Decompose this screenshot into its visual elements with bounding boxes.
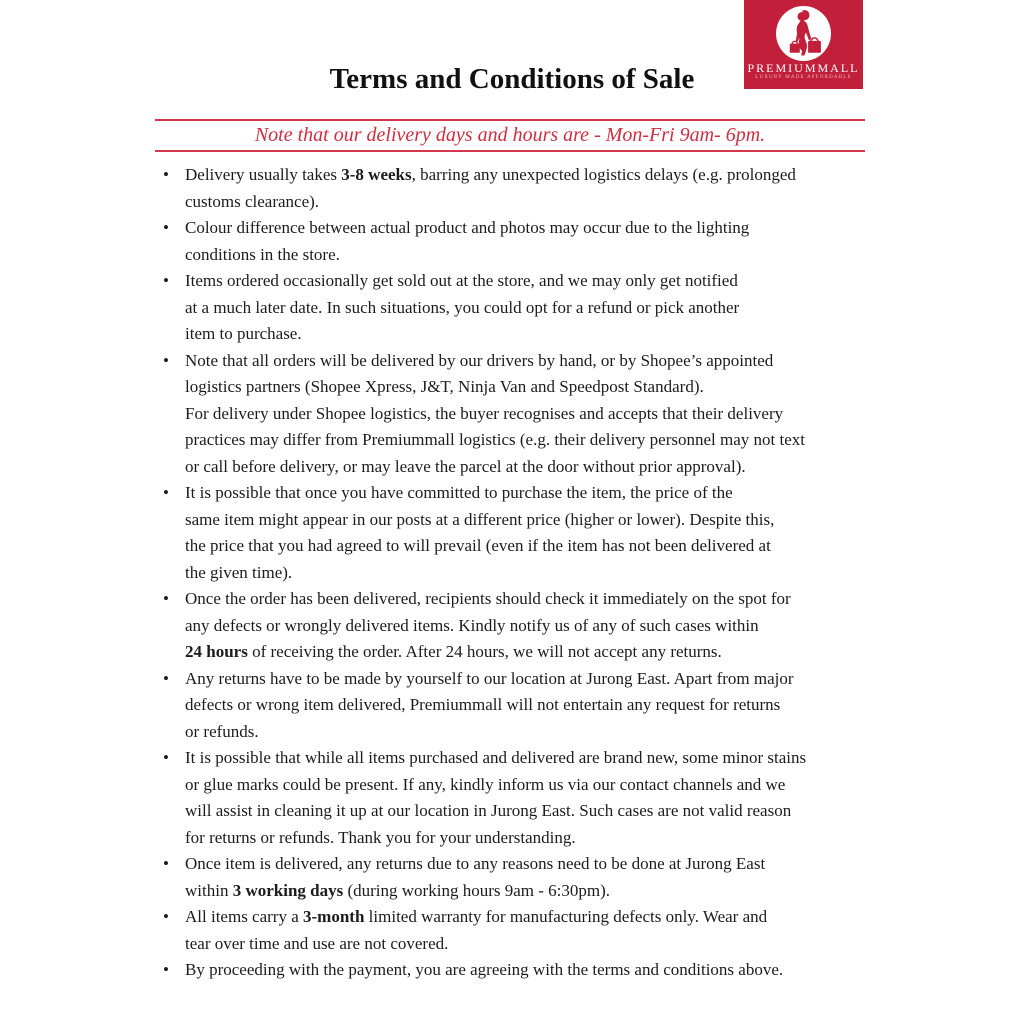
term-item bbox=[163, 904, 875, 957]
term-item bbox=[163, 162, 875, 215]
term-line: Items ordered occasionally get sold out at the store, and we may only get notified bbox=[185, 271, 738, 290]
bullet-icon: • bbox=[163, 907, 169, 926]
term-line: practices may differ from Premiummall logistics (e.g. their delivery personnel may not text bbox=[185, 430, 806, 449]
term-line: or refunds. bbox=[185, 721, 259, 741]
term-line: Once the order has been delivered, recipients should check it immediately on the spot for bbox=[185, 589, 791, 608]
term-line: for returns or refunds. Thank you for your understanding. bbox=[185, 827, 576, 847]
term-line: It is possible that while all items purchased and delivered are brand new, some minor stains bbox=[185, 748, 807, 767]
term-line: It is possible that once you have committed to purchase the item, the price of the bbox=[185, 483, 733, 502]
term-line: Delivery usually takes 3-8 weeks, barring any unexpected logistics delays (e.g. prolonged bbox=[185, 165, 796, 184]
terms-list bbox=[163, 162, 875, 984]
term-line: will assist in cleaning it up at our location in Jurong East. Such cases are not valid reason bbox=[185, 801, 792, 820]
term-line: item to purchase. bbox=[185, 324, 302, 343]
term-item bbox=[163, 348, 875, 481]
term-line: conditions in the store. bbox=[185, 244, 340, 264]
term-item bbox=[163, 851, 875, 904]
term-line: For delivery under Shopee logistics, the buyer recognises and accepts that their delivery bbox=[185, 403, 784, 423]
term-item bbox=[163, 480, 875, 586]
term-line: Note that all orders will be delivered by our drivers by hand, or by Shopee’s appointed bbox=[185, 350, 774, 370]
term-line: within 3 working days (during working hours 9am - 6:30pm). bbox=[185, 880, 611, 900]
term-item bbox=[163, 586, 875, 666]
bullet-icon: • bbox=[163, 589, 169, 608]
term-line: By proceeding with the payment, you are agreeing with the terms and conditions above. bbox=[185, 960, 784, 979]
term-line: customs clearance). bbox=[185, 191, 320, 211]
woman-shopper-icon bbox=[776, 6, 831, 61]
term-line: any defects or wrongly delivered items. Kindly notify us of any of such cases within bbox=[185, 615, 759, 635]
bullet-icon: • bbox=[163, 668, 169, 688]
term-line: at a much later date. In such situations, you could opt for a refund or pick another bbox=[185, 297, 740, 317]
bullet-icon: • bbox=[163, 165, 169, 184]
divider-bottom bbox=[155, 150, 865, 152]
term-item bbox=[163, 215, 875, 268]
logo-name: PREMIUMMALL bbox=[747, 61, 860, 75]
term-line: 24 hours of receiving the order. After 24 hours, we will not accept any returns. bbox=[185, 642, 722, 661]
term-item bbox=[163, 957, 875, 984]
divider-top bbox=[155, 119, 865, 121]
term-line: the given time). bbox=[185, 562, 293, 582]
term-line: or glue marks could be present. If any, kindly inform us via our contact channels and we bbox=[185, 774, 786, 794]
bullet-icon: • bbox=[163, 483, 169, 502]
bullet-icon: • bbox=[163, 748, 169, 767]
term-line: tear over time and use are not covered. bbox=[185, 933, 449, 953]
bullet-icon: • bbox=[163, 960, 169, 979]
delivery-note: Note that our delivery days and hours are - Mon-Fri 9am- 6pm. bbox=[254, 124, 766, 146]
term-line: or call before delivery, or may leave the parcel at the door without prior approval). bbox=[185, 456, 746, 476]
term-line: Once item is delivered, any returns due to any reasons need to be done at Jurong East bbox=[185, 854, 766, 873]
bullet-icon: • bbox=[163, 350, 169, 370]
term-line: logistics partners (Shopee Xpress, J&T, Ninja Van and Speedpost Standard). bbox=[185, 377, 704, 396]
term-item bbox=[163, 666, 875, 746]
term-line: the price that you had agreed to will prevail (even if the item has not been delivered at bbox=[185, 536, 771, 555]
term-line: defects or wrong item delivered, Premiummall will not entertain any request for returns bbox=[185, 695, 781, 714]
term-line: All items carry a 3-month limited warranty for manufacturing defects only. Wear and bbox=[185, 907, 768, 926]
term-line: same item might appear in our posts at a different price (higher or lower). Despite this, bbox=[185, 509, 775, 529]
bullet-icon: • bbox=[163, 271, 169, 290]
page-title: Terms and Conditions of Sale bbox=[329, 63, 695, 95]
bullet-icon: • bbox=[163, 854, 169, 873]
term-line: Any returns have to be made by yourself to our location at Jurong East. Apart from major bbox=[185, 668, 794, 688]
term-item bbox=[163, 268, 875, 348]
term-line: Colour difference between actual product and photos may occur due to the lighting bbox=[185, 218, 750, 237]
bullet-icon: • bbox=[163, 218, 169, 237]
term-item bbox=[163, 745, 875, 851]
logo-tagline: LUXURY MADE AFFORDABLE bbox=[755, 75, 852, 80]
